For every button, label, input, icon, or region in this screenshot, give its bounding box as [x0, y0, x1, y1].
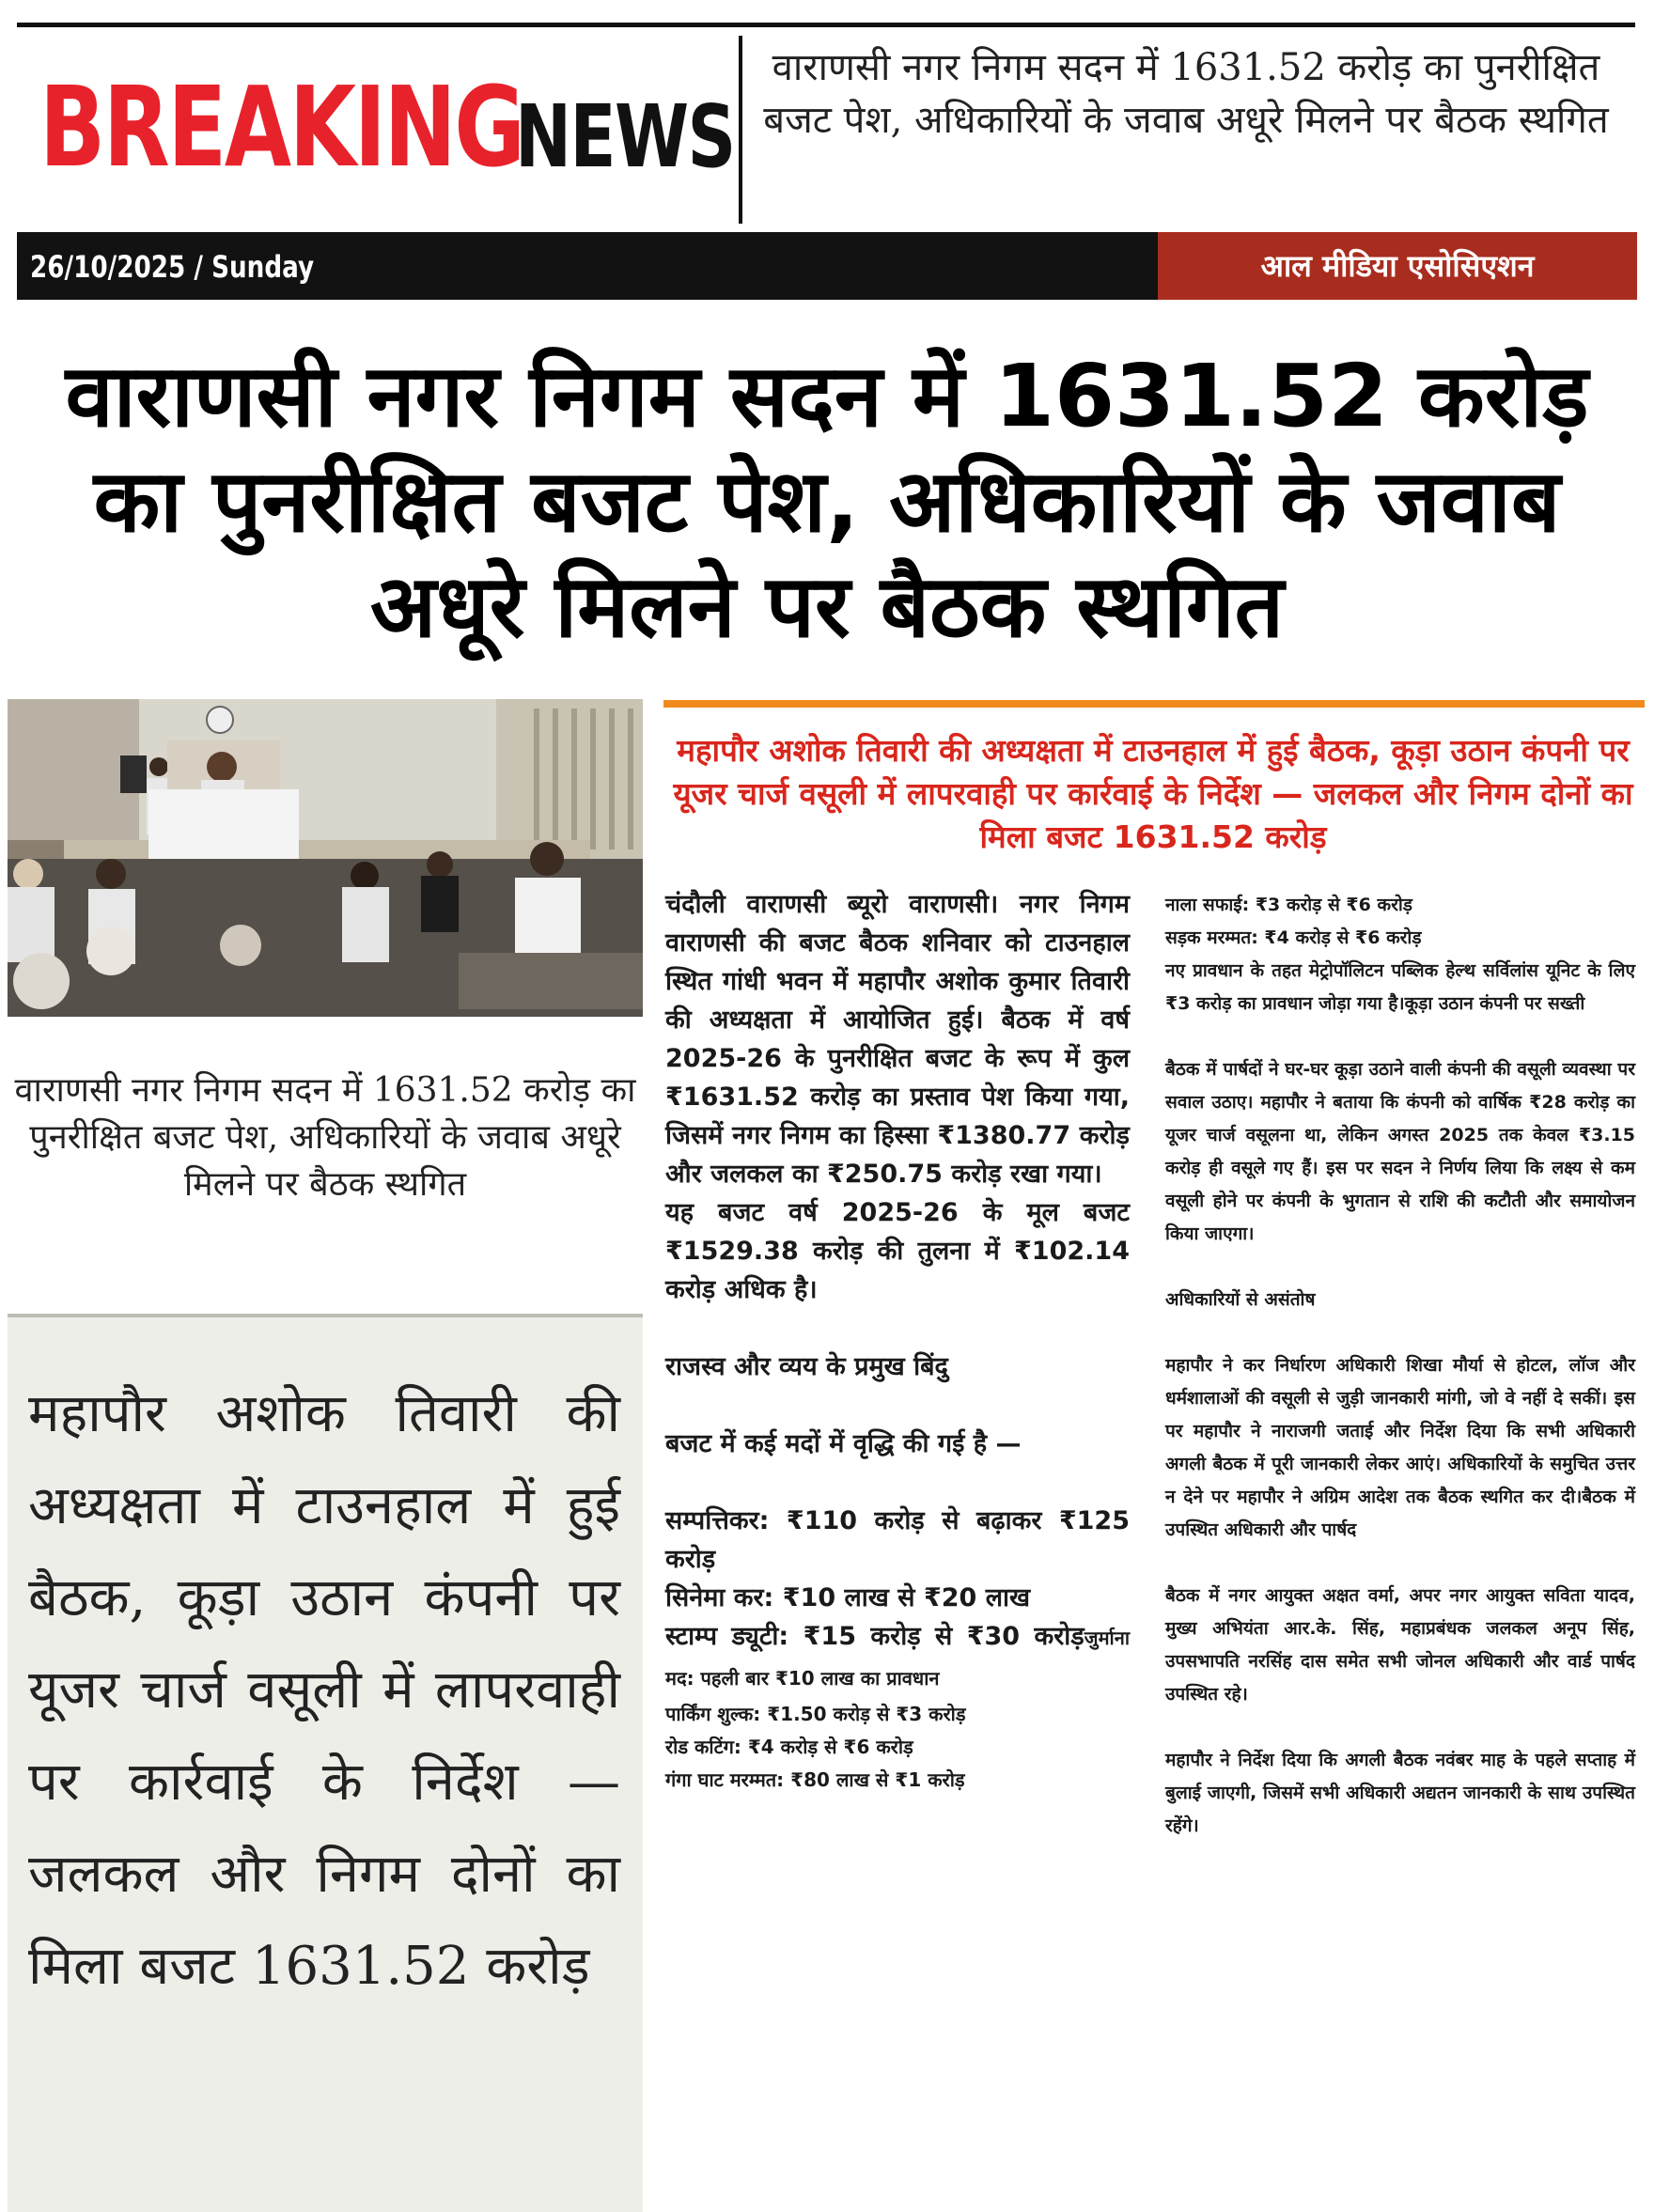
main-headline: वाराणसी नगर निगम सदन में 1631.52 करोड़ का पुनरीक्षित बजट पेश, अधिकारियों के जवाब अधूरे मिलने पर बैठक स्थगित	[65, 346, 1589, 657]
date-label: 26/10/2025 / Sunday	[30, 249, 315, 285]
item-road-cutting: रोड कटिंग: ₹4 करोड़ से ₹6 करोड़	[665, 1736, 913, 1758]
meeting-photo-illustration	[8, 699, 643, 1017]
subheadline-rule	[663, 700, 1645, 708]
article-column-right	[1165, 889, 1635, 1843]
item-road-repair: सड़क मरम्मत: ₹4 करोड़ से ₹6 करोड़	[1165, 927, 1422, 948]
photo-caption: वाराणसी नगर निगम सदन में 1631.52 करोड़ का पुनरीक्षित बजट पेश, अधिकारियों के जवाब अधूरे मिलने पर बैठक स्थगित	[14, 1071, 636, 1204]
item-drain-cleaning: नाला सफाई: ₹3 करोड़ से ₹6 करोड़	[1165, 895, 1412, 915]
waste-company-paragraph: बैठक में पार्षदों ने घर-घर कूड़ा उठाने वाली कंपनी की वसूली व्यवस्था पर सवाल उठाए। महापौर ने बताया कि कंपनी को वार्षिक ₹28 करोड़ का यूजर चार्ज वसूलना था, लेकिन अगस्त 2025 तक केवल ₹3.15 करोड़ ही वसूले गए हैं। इस पर सदन ने निर्णय लिया कि लक्ष्य से कम वसूली होने पर कंपनी के भुगतान से राशि की कटौती और समायोजन किया जाएगा।	[1165, 1059, 1635, 1244]
dissatisfaction-paragraph: महापौर ने कर निर्धारण अधिकारी शिखा मौर्या से होटल, लॉज और धर्मशालाओं की वसूली से जुड़ी जानकारी मांगी, जो वे नहीं दे सकीं। इस पर महापौर ने नाराजगी जताई और निर्देश दिया कि सभी अधिकारी अगली बैठक में पूरी जानकारी लेकर आएं। अधिकारियों के समुचित उत्तर न देने पर महापौर ने अग्रिम आदेश तक बैठक स्थगित कर दी।बैठक में उपस्थित अधिकारी और पार्षद	[1165, 1355, 1635, 1540]
heading-increase: बजट में कई मदों में वृद्धि की गई है —	[665, 1429, 1022, 1458]
meeting-photo	[8, 699, 643, 1017]
masthead-divider	[739, 36, 742, 224]
top-rule	[17, 23, 1635, 27]
item-stamp-duty	[665, 1617, 1130, 1698]
article-intro: चंदौली वाराणसी ब्यूरो वाराणसी। नगर निगम वाराणसी की बजट बैठक शनिवार को टाउनहाल स्थित गांधी भवन में महापौर अशोक कुमार तिवारी की अध्यक्षता में आयोजित हुई। बैठक में वर्ष 2025-26 के पुनरीक्षित बजट के रूप में कुल ₹1631.52 करोड़ का प्रस्ताव पेश किया गया, जिसमें नगर निगम का हिस्सा ₹1380.77 करोड़ और जलकल का ₹250.75 करोड़ रखा गया।	[665, 890, 1130, 1189]
new-provision: नए प्रावधान के तहत मेट्रोपॉलिटन पब्लिक हेल्थ सर्विलांस यूनिट के लिए ₹3 करोड़ का प्रावधान जोड़ा गया है।कूड़ा उठान कंपनी पर सख्ती	[1165, 960, 1635, 1014]
heading-dissatisfaction: अधिकारियों से असंतोष	[1165, 1289, 1316, 1310]
item-ghat-repair: गंगा घाट मरम्मत: ₹80 लाख से ₹1 करोड़	[665, 1768, 965, 1791]
item-fine-text: जुर्माना मद: पहली बार ₹10 लाख का प्रावधान	[665, 1627, 1130, 1690]
item-stamp-duty-text: स्टाम्प ड्यूटी: ₹15 करोड़ से ₹30 करोड़	[665, 1622, 1084, 1651]
item-cinema-tax: सिनेमा कर: ₹10 लाख से ₹20 लाख	[665, 1583, 1031, 1612]
heading-revenue: राजस्व और व्यय के प्रमुख बिंदु	[665, 1352, 948, 1381]
sidebar-quote-text: महापौर अशोक तिवारी की अध्यक्षता में टाउनहाल में हुई बैठक, कूड़ा उठान कंपनी पर यूजर चार्ज वसूली में लापरवाही पर कार्रवाई के निर्देश — जलकल और निगम दोनों का मिला बजट 1631.52 करोड़	[28, 1383, 620, 1997]
item-property-tax: सम्पत्तिकर: ₹110 करोड़ से बढ़ाकर ₹125 करोड़	[665, 1506, 1130, 1574]
subheadline: महापौर अशोक तिवारी की अध्यक्षता में टाउनहाल में हुई बैठक, कूड़ा उठान कंपनी पर यूजर चार्ज वसूली में लापरवाही पर कार्रवाई के निर्देश — जलकल और निगम दोनों का मिला बजट 1631.52 करोड़	[673, 732, 1633, 855]
next-meeting-paragraph: महापौर ने निर्देश दिया कि अगली बैठक नवंबर माह के पहले सप्ताह में बुलाई जाएगी, जिसमें सभी अधिकारी अद्यतन जानकारी के साथ उपस्थित रहेंगे।	[1165, 1750, 1635, 1836]
article-column-middle	[665, 885, 1130, 1797]
article-comparison: यह बजट वर्ष 2025-26 के मूल बजट ₹1529.38 करोड़ की तुलना में ₹102.14 करोड़ अधिक है।	[665, 1198, 1130, 1304]
masthead-news: NEWS	[515, 86, 735, 187]
masthead-breaking: BREAKING	[39, 62, 523, 192]
item-parking: पार्किंग शुल्क: ₹1.50 करोड़ से ₹3 करोड़	[665, 1703, 966, 1725]
attendees-paragraph: बैठक में नगर आयुक्त अक्षत वर्मा, अपर नगर आयुक्त सविता यादव, मुख्य अभियंता आर.के. सिंह, महाप्रबंधक जलकल अनूप सिंह, उपसभापति नरसिंह दास समेत सभी जोनल अधिकारी और वार्ड पार्षद उपस्थित रहे।	[1165, 1585, 1635, 1705]
organization-label: आल मीडिया एसोसिएशन	[1260, 248, 1535, 284]
masthead-headline: वाराणसी नगर निगम सदन में 1631.52 करोड़ का पुनरीक्षित बजट पेश, अधिकारियों के जवाब अधूरे मिलने पर बैठक स्थगित	[763, 46, 1609, 142]
